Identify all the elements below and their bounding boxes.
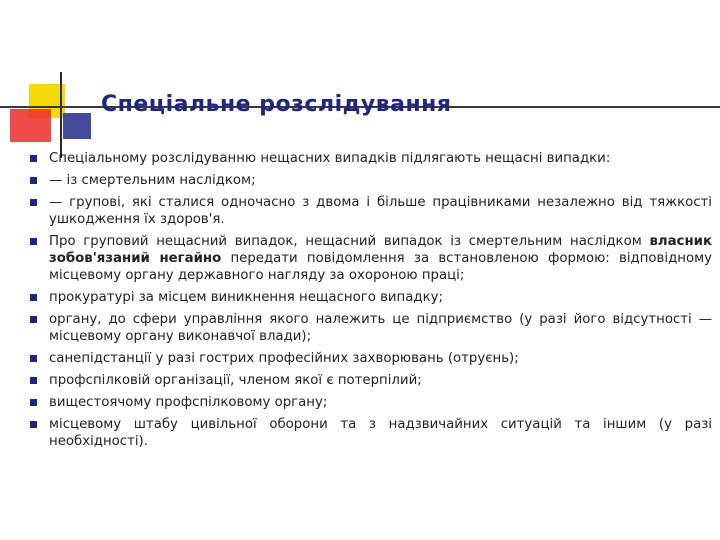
square-bullet-icon: [30, 177, 37, 184]
bullet-list: [30, 150, 712, 455]
list-item-text: вищестоячому профспілковому органу;: [49, 395, 328, 410]
square-bullet-icon: [30, 377, 37, 384]
list-item: [30, 416, 712, 450]
square-bullet-icon: [30, 421, 37, 428]
logo-vertical-line: [60, 72, 62, 158]
square-bullet-icon: [30, 294, 37, 301]
list-item-text: — із смертельним наслідком;: [49, 173, 256, 188]
square-bullet-icon: [30, 238, 37, 245]
list-item-text: органу, до сфери управління якого належить це підприємство (у разі його відсутності — місцевому органу виконавчої влади);: [49, 312, 712, 344]
square-bullet-icon: [30, 155, 37, 162]
list-item-text: — групові, які сталися одночасно з двома і більше працівниками незалежно від тяжкості ушкодження їх здоров'я.: [49, 195, 712, 227]
list-item-text-post: передати повідомлення за встановленою формою: відповідному місцевому органу державного нагляду за охороною праці;: [49, 251, 712, 283]
list-item-text-bold: власник зобов'язаний негайно: [49, 234, 712, 266]
list-item: [30, 233, 712, 284]
list-item-text: профспілковій організації, членом якої є потерпілий;: [49, 373, 422, 388]
list-item-text: Спеціальному розслідуванню нещасних випадків підлягають нещасні випадки:: [49, 151, 611, 166]
logo-blue-square: [63, 113, 91, 139]
list-item: [30, 372, 712, 389]
list-item-text: прокуратурі за місцем виникнення нещасного випадку;: [49, 290, 443, 305]
list-item-text: санепідстанції у разі гострих професійних захворювань (отруєнь);: [49, 351, 519, 366]
square-bullet-icon: [30, 199, 37, 206]
list-item: [30, 194, 712, 228]
list-item-text-pre: Про груповий нещасний випадок, нещасний випадок із смертельним наслідком: [49, 234, 650, 249]
list-item: [30, 394, 712, 411]
list-item: [30, 311, 712, 345]
list-item-text: місцевому штабу цивільної оборони та з надзвичайних ситуацій та іншим (у разі необхідності).: [49, 417, 712, 449]
logo-red-square: [10, 109, 51, 142]
square-bullet-icon: [30, 355, 37, 362]
square-bullet-icon: [30, 399, 37, 406]
slide-title: Спеціальне розслідування: [101, 92, 452, 117]
list-item: [30, 289, 712, 306]
list-item: [30, 150, 712, 167]
list-item: [30, 172, 712, 189]
square-bullet-icon: [30, 316, 37, 323]
list-item: [30, 350, 712, 367]
